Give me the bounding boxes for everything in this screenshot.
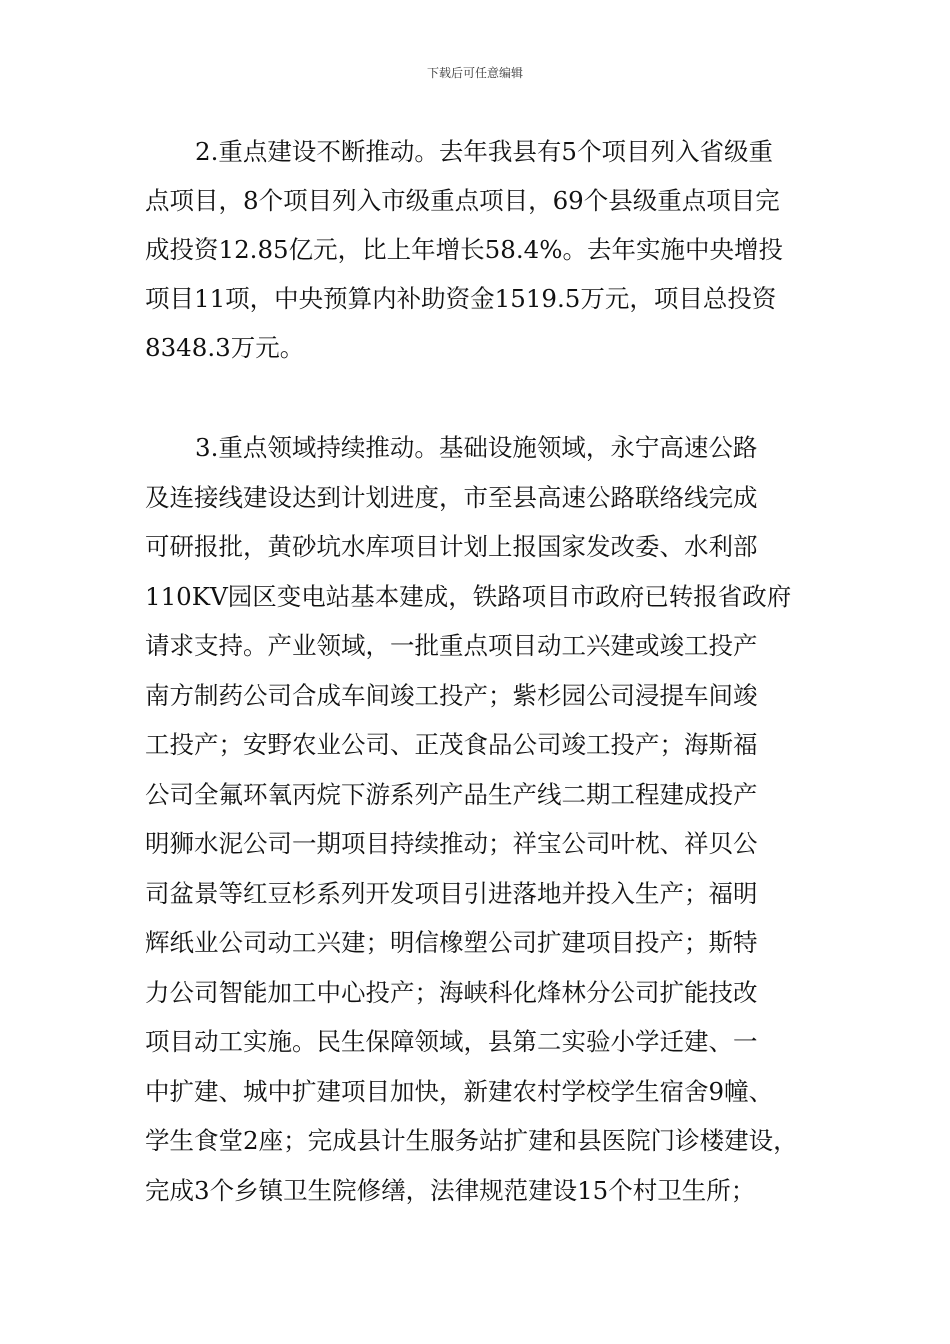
paragraph-2-line-1: 3.重点领域持续推动。基础设施领域，永宁高速公路	[195, 433, 758, 462]
paragraph-1-line-5: 8348.3万元。	[145, 333, 305, 362]
paragraph-2-line-4: 110KV园区变电站基本建成，铁路项目市政府已转报省政府	[145, 582, 792, 611]
paragraph-2-line-10: 司盆景等红豆杉系列开发项目引进落地并投入生产；福明	[145, 879, 758, 908]
paragraph-2-line-8: 公司全氟环氧丙烷下游系列产品生产线二期工程建成投产	[145, 780, 758, 809]
paragraph-2-line-5: 请求支持。产业领域，一批重点项目动工兴建或竣工投产	[145, 631, 758, 660]
paragraph-1-line-3: 成投资12.85亿元，比上年增长58.4%。去年实施中央增投	[145, 235, 783, 264]
paragraph-2-line-14: 中扩建、城中扩建项目加快，新建农村学校学生宿舍9幢、	[145, 1077, 774, 1106]
paragraph-2-line-11: 辉纸业公司动工兴建；明信橡塑公司扩建项目投产；斯特	[145, 928, 758, 957]
paragraph-2-line-6: 南方制药公司合成车间竣工投产；紫杉园公司浸提车间竣	[145, 681, 758, 710]
paragraph-2-line-7: 工投产；安野农业公司、正茂食品公司竣工投产；海斯福	[145, 730, 758, 759]
paragraph-2-line-16: 完成3个乡镇卫生院修缮，法律规范建设15个村卫生所；	[145, 1176, 756, 1205]
paragraph-1-line-4: 项目11项，中央预算内补助资金1519.5万元，项目总投资	[145, 284, 777, 313]
paragraph-1-line-2: 点项目，8个项目列入市级重点项目，69个县级重点项目完	[145, 186, 780, 215]
paragraph-2-line-12: 力公司智能加工中心投产；海峡科化烽林分公司扩能技改	[145, 978, 758, 1007]
paragraph-1-line-1: 2.重点建设不断推动。去年我县有5个项目列入省级重	[195, 137, 773, 166]
page-header: 下载后可任意编辑	[426, 66, 523, 80]
paragraph-2-line-15: 学生食堂2座；完成县计生服务站扩建和县医院门诊楼建设，	[145, 1126, 798, 1155]
paragraph-2-line-13: 项目动工实施。民生保障领域，县第二实验小学迁建、一	[145, 1027, 758, 1056]
paragraph-2-line-3: 可研报批，黄砂坑水库项目计划上报国家发改委、水利部	[145, 532, 758, 561]
paragraph-2-line-9: 明狮水泥公司一期项目持续推动；祥宝公司叶枕、祥贝公	[145, 829, 758, 858]
paragraph-2-line-2: 及连接线建设达到计划进度，市至县高速公路联络线完成	[145, 483, 758, 512]
